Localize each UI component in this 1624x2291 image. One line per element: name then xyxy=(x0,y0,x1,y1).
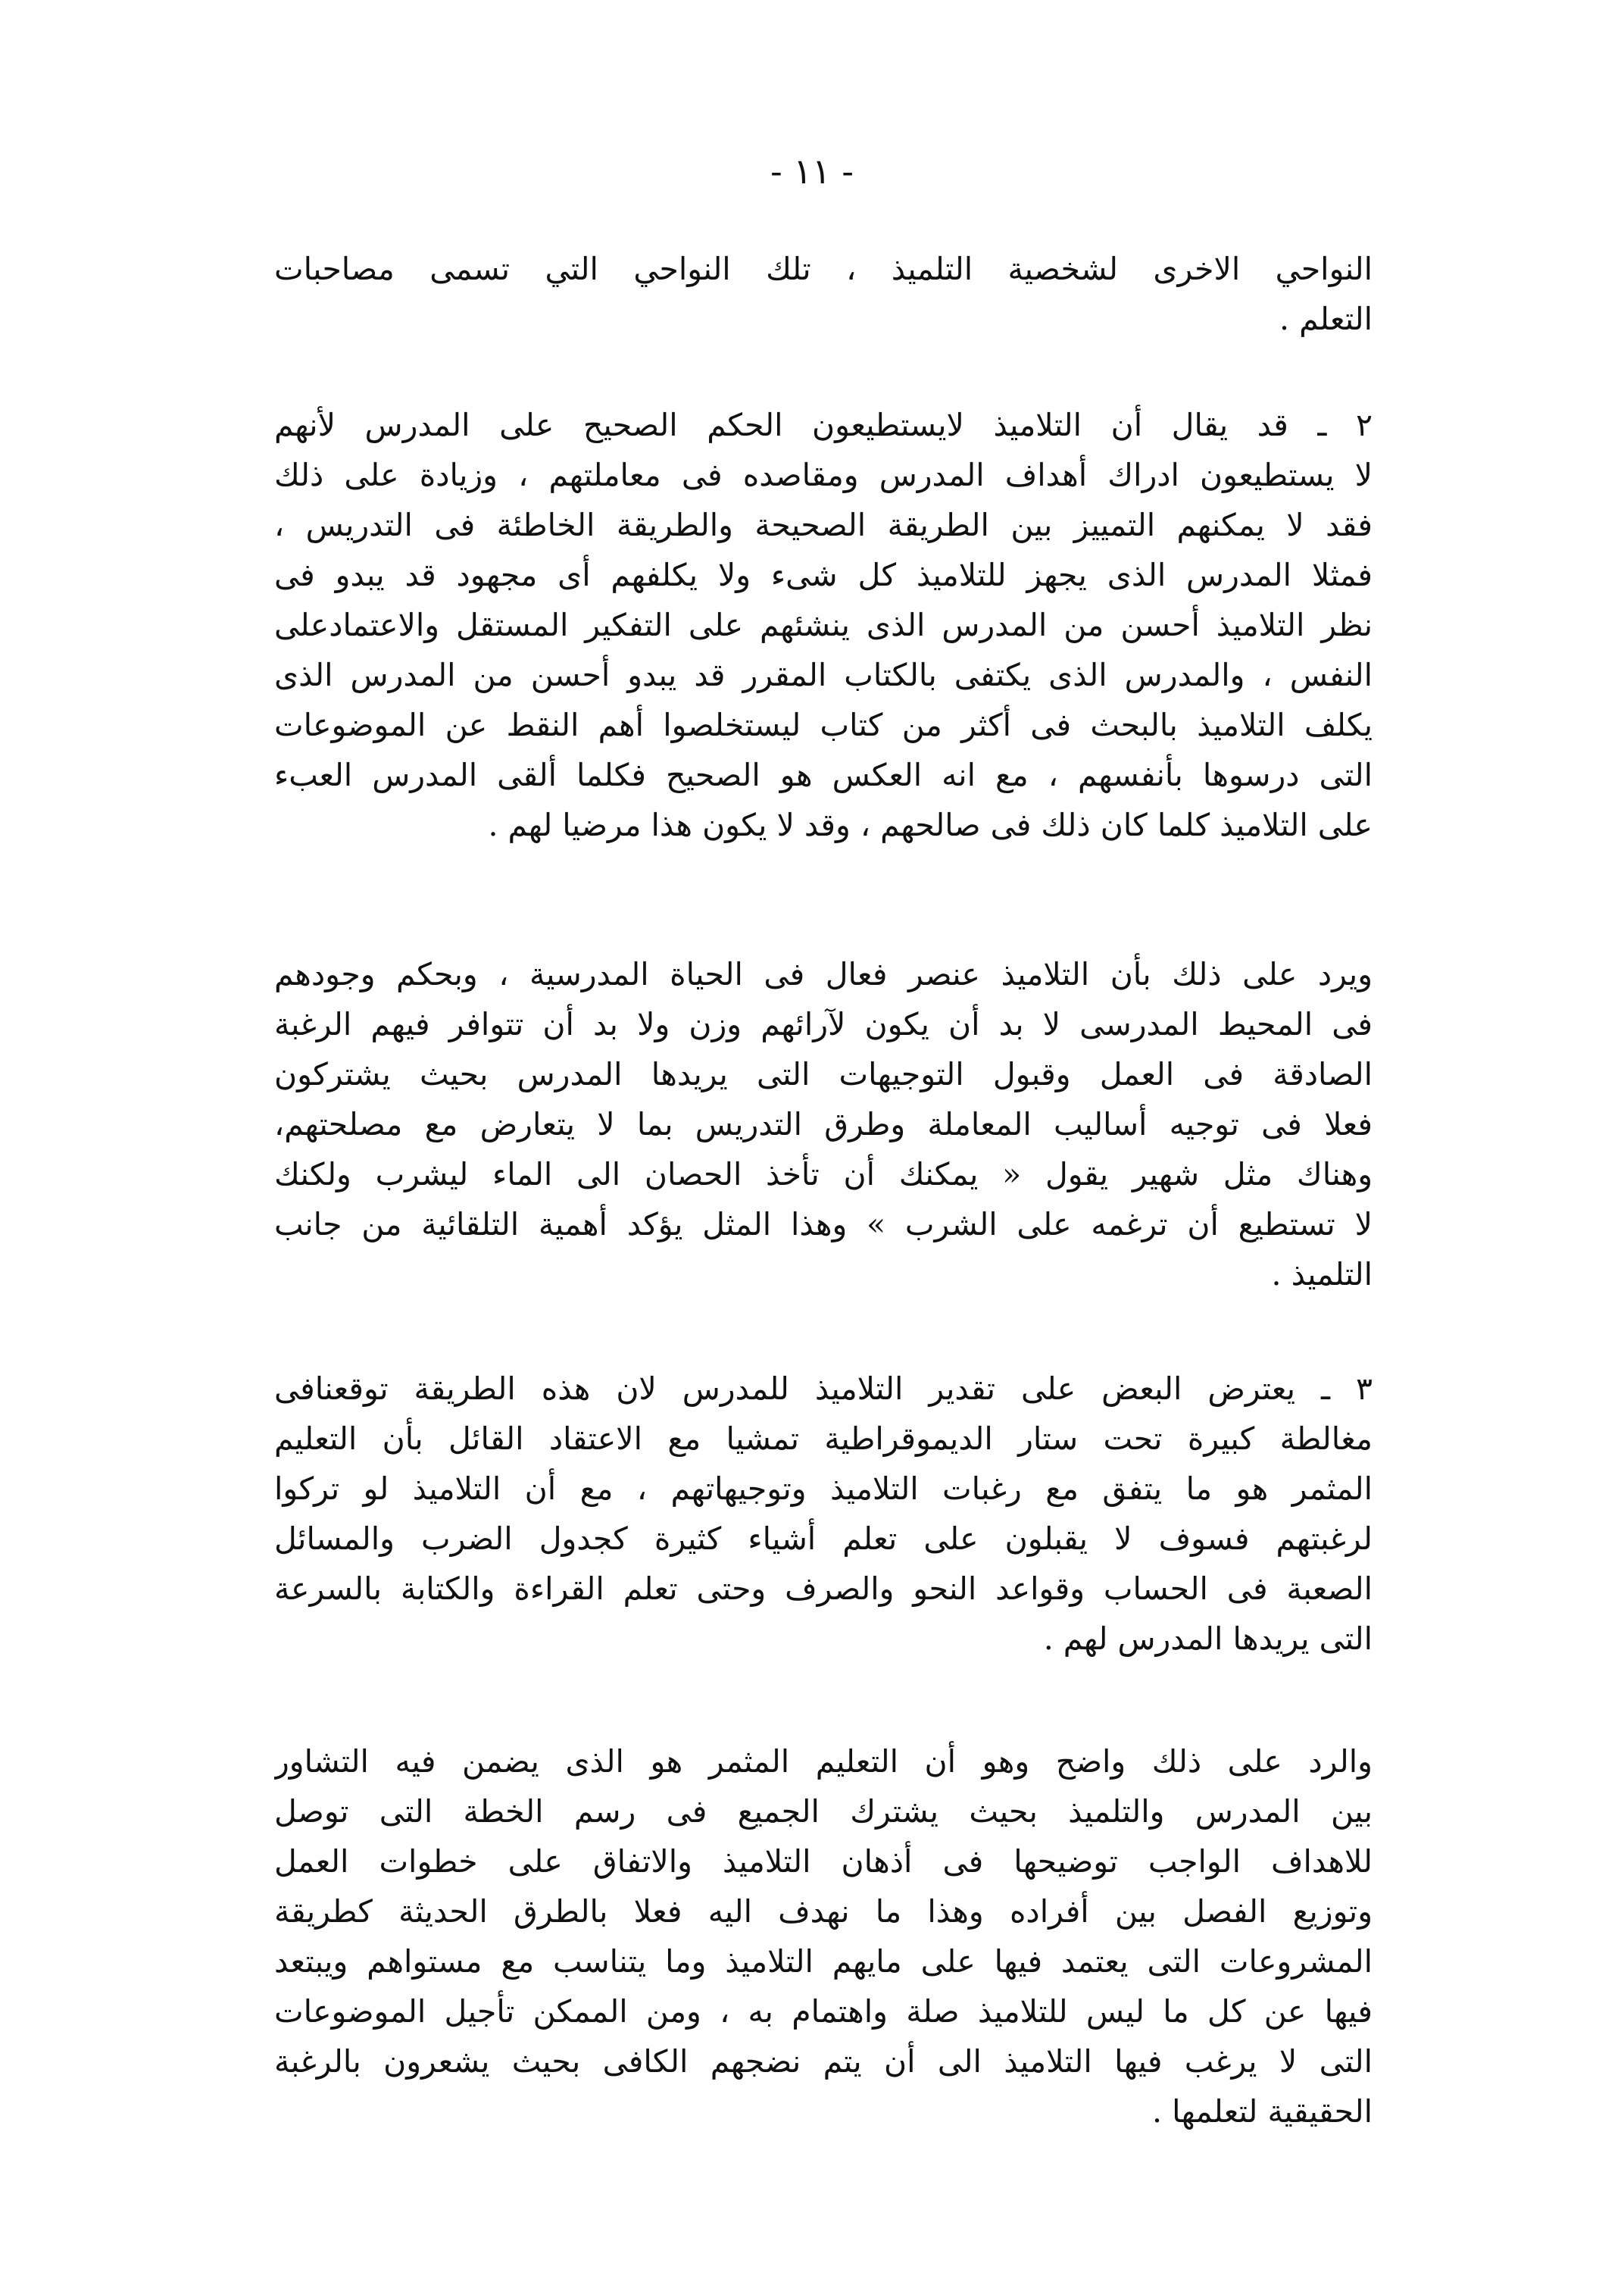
text-line: مغالطة كبيرة تحت ستار الديموقراطية تمشيا مع الاعتقاد القائل بأن التعليم xyxy=(274,1421,1373,1457)
text-line: الصعبة فى الحساب وقواعد النحو والصرف وحتى تعلم القراءة والكتابة بالسرعة xyxy=(274,1571,1373,1607)
paragraph-2 xyxy=(274,400,1373,850)
text-line: التى درسوها بأنفسهم ، مع انه العكس هو الصحيح فكلما ألقى المدرس العبء xyxy=(274,757,1373,793)
text-line: النفس ، والمدرس الذى يكتفى بالكتاب المقرر قد يبدو أحسن من المدرس الذى xyxy=(274,657,1373,693)
text-line: والرد على ذلك واضح وهو أن التعليم المثمر هو الذى يضمن فيه التشاور xyxy=(274,1743,1373,1780)
paragraph-4 xyxy=(274,1364,1373,1664)
text-line: فعلا فى توجيه أساليب المعاملة وطرق التدريس بما لا يتعارض مع مصلحتهم، xyxy=(274,1106,1373,1142)
text-line: ٣ ـ يعترض البعض على تقدير التلاميذ للمدرس لان هذه الطريقة توقعنافى xyxy=(274,1371,1373,1407)
text-line: فمثلا المدرس الذى يجهز للتلاميذ كل شىء ولا يكلفهم أى مجهود قد يبدو فى xyxy=(274,557,1373,593)
paragraph-1 xyxy=(274,244,1373,344)
text-line: فى المحيط المدرسى لا بد أن يكون لآرائهم وزن ولا بد أن تتوافر فيهم الرغبة xyxy=(274,1006,1373,1042)
text-line: التعلم . xyxy=(1279,301,1373,337)
text-line: المشروعات التى يعتمد فيها على مايهم التلاميذ وما يتناسب مع مستواهم ويبتعد xyxy=(274,1943,1373,1980)
text-line: بين المدرس والتلميذ بحيث يشترك الجميع فى رسم الخطة التى توصل xyxy=(274,1793,1373,1830)
text-line: على التلاميذ كلما كان ذلك فى صالحهم ، وقد لا يكون هذا مرضيا لهم . xyxy=(488,807,1373,843)
paragraph-5 xyxy=(274,1736,1373,2136)
text-line: ويرد على ذلك بأن التلاميذ عنصر فعال فى الحياة المدرسية ، وبحكم وجودهم xyxy=(274,956,1373,992)
paragraph-3 xyxy=(274,949,1373,1299)
text-line: النواحي الاخرى لشخصية التلميذ ، تلك النواحي التي تسمى مصاحبات xyxy=(274,251,1373,287)
text-line: نظر التلاميذ أحسن من المدرس الذى ينشئهم على التفكير المستقل والاعتمادعلى xyxy=(274,607,1373,643)
text-line: لا يستطيعون ادراك أهداف المدرس ومقاصده فى معاملتهم ، وزيادة على ذلك xyxy=(274,457,1373,493)
text-line: لرغبتهم فسوف لا يقبلون على تعلم أشياء كثيرة كجدول الضرب والمسائل xyxy=(274,1521,1373,1557)
text-line: وهناك مثل شهير يقول « يمكنك أن تأخذ الحصان الى الماء ليشرب ولكنك xyxy=(274,1156,1373,1192)
text-line: فيها عن كل ما ليس للتلاميذ صلة واهتمام به ، ومن الممكن تأجيل الموضوعات xyxy=(274,1993,1373,2030)
text-line: وتوزيع الفصل بين أفراده وهذا ما نهدف اليه فعلا بالطرق الحديثة كطريقة xyxy=(274,1893,1373,1930)
text-line: المثمر هو ما يتفق مع رغبات التلاميذ وتوجيهاتهم ، مع أن التلاميذ لو تركوا xyxy=(274,1471,1373,1507)
text-line: يكلف التلاميذ بالبحث فى أكثر من كتاب ليستخلصوا أهم النقط عن الموضوعات xyxy=(274,707,1373,743)
text-line: ٢ ـ قد يقال أن التلاميذ لايستطيعون الحكم الصحيح على المدرس لأنهم xyxy=(274,407,1373,443)
page-number: - ١١ - xyxy=(770,151,854,192)
text-line: التى يريدها المدرس لهم . xyxy=(1043,1621,1373,1657)
text-line: الحقيقية لتعلمها . xyxy=(1152,2093,1373,2130)
text-line: فقد لا يمكنهم التمييز بين الطريقة الصحيحة والطريقة الخاطئة فى التدريس ، xyxy=(274,507,1373,543)
text-line: التى لا يرغب فيها التلاميذ الى أن يتم نضجهم الكافى بحيث يشعرون بالرغبة xyxy=(274,2043,1373,2080)
text-line: لا تستطيع أن ترغمه على الشرب » وهذا المثل يؤكد أهمية التلقائية من جانب xyxy=(274,1206,1373,1242)
text-line: للاهداف الواجب توضيحها فى أذهان التلاميذ والاتفاق على خطوات العمل xyxy=(274,1843,1373,1880)
text-line: التلميذ . xyxy=(1271,1256,1373,1292)
text-line: الصادقة فى العمل وقبول التوجيهات التى يريدها المدرس بحيث يشتركون xyxy=(274,1056,1373,1092)
